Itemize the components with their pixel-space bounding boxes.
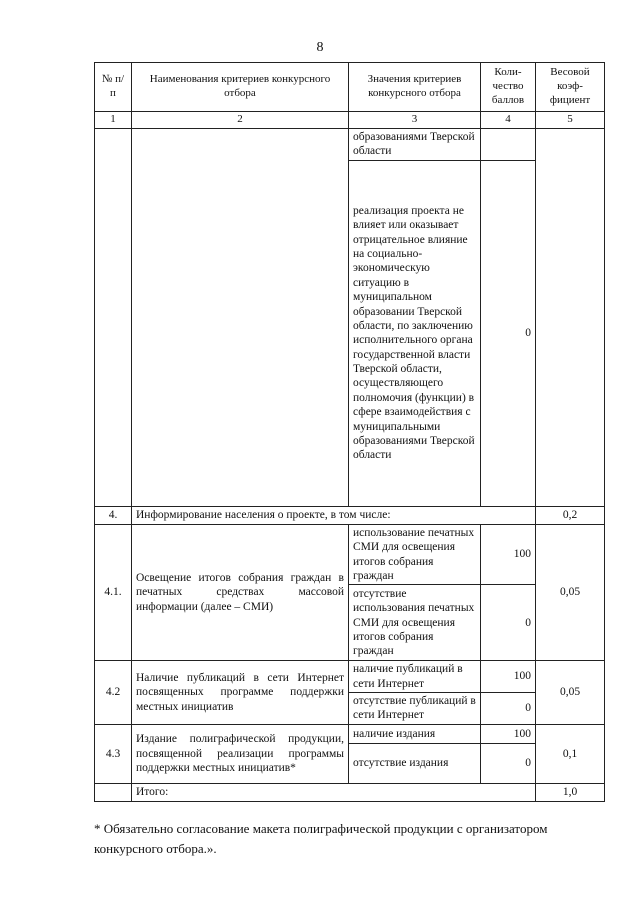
- header-num: № п/п: [95, 63, 132, 112]
- points-value: 0: [481, 693, 536, 725]
- column-number: 2: [132, 112, 349, 129]
- total-label: Итого:: [132, 783, 536, 801]
- header-criteria-values: Значения критериев конкурсного отбора: [349, 63, 481, 112]
- table-row: [95, 128, 605, 160]
- points-value: 0: [481, 160, 536, 506]
- weight-value: 0,2: [536, 506, 605, 524]
- row-num: 4.3: [95, 724, 132, 783]
- points-value: 100: [481, 661, 536, 693]
- row-num: 4.2: [95, 661, 132, 725]
- cont-num-cell: [95, 128, 132, 506]
- points-value: 100: [481, 724, 536, 743]
- header-criteria-name: Наименования критериев конкурсного отбора: [132, 63, 349, 112]
- total-num-cell: [95, 783, 132, 801]
- total-row: [95, 783, 605, 801]
- points-value: 0: [481, 585, 536, 661]
- criteria-name: Информирование населения о проекте, в том числе:: [132, 506, 536, 524]
- column-number-row: [95, 112, 605, 129]
- column-number: 5: [536, 112, 605, 129]
- criteria-value: использование печатных СМИ для освещения итогов собрания граждан: [349, 524, 481, 585]
- table-row: [95, 724, 605, 743]
- weight-value: 0,05: [536, 524, 605, 661]
- cont-weight-cell: [536, 128, 605, 506]
- table-row: [95, 661, 605, 693]
- column-number: 1: [95, 112, 132, 129]
- criteria-name: Издание полиграфической продукции, посвященной реализации программы поддержки местных инициатив*: [132, 724, 349, 783]
- criteria-value: реализация проекта не влияет или оказывает отрицательное влияние на социально-экономическую ситуацию в муниципальном образовании Тверской области, по заключению исполнительного органа государственной власти Тверской области, осуществляющего полномочия (функции) в сфере взаимодействия с муниципальными образованиями Тверской области: [349, 160, 481, 506]
- criteria-value: отсутствие публикаций в сети Интернет: [349, 693, 481, 725]
- criteria-value: наличие публикаций в сети Интернет: [349, 661, 481, 693]
- footnote: * Обязательно согласование макета полиграфической продукции с организатором конкурсного отбора.».: [94, 821, 548, 856]
- points-cell: [481, 128, 536, 160]
- criteria-value: отсутствие использования печатных СМИ для освещения итогов собрания граждан: [349, 585, 481, 661]
- row-num: 4.: [95, 506, 132, 524]
- header-points: Коли-чество баллов: [481, 63, 536, 112]
- page-number: 8: [316, 40, 324, 55]
- weight-value: 0,05: [536, 661, 605, 725]
- criteria-value: образованиями Тверской области: [349, 128, 481, 160]
- criteria-value: отсутствие издания: [349, 743, 481, 783]
- criteria-value: наличие издания: [349, 724, 481, 743]
- header-weight: Весовой коэф-фициент: [536, 63, 605, 112]
- criteria-name: Освещение итогов собрания граждан в печатных средствах массовой информации (далее – СМИ): [132, 524, 349, 661]
- criteria-table: [94, 62, 605, 802]
- criteria-name: Наличие публикаций в сети Интернет посвященных программе поддержки местных инициатив: [132, 661, 349, 725]
- cont-name-cell: [132, 128, 349, 506]
- points-value: 100: [481, 524, 536, 585]
- points-value: 0: [481, 743, 536, 783]
- table-header-row: [95, 63, 605, 112]
- column-number: 3: [349, 112, 481, 129]
- weight-value: 0,1: [536, 724, 605, 783]
- table-row: [95, 506, 605, 524]
- total-weight: 1,0: [536, 783, 605, 801]
- column-number: 4: [481, 112, 536, 129]
- table-row: [95, 524, 605, 585]
- row-num: 4.1.: [95, 524, 132, 661]
